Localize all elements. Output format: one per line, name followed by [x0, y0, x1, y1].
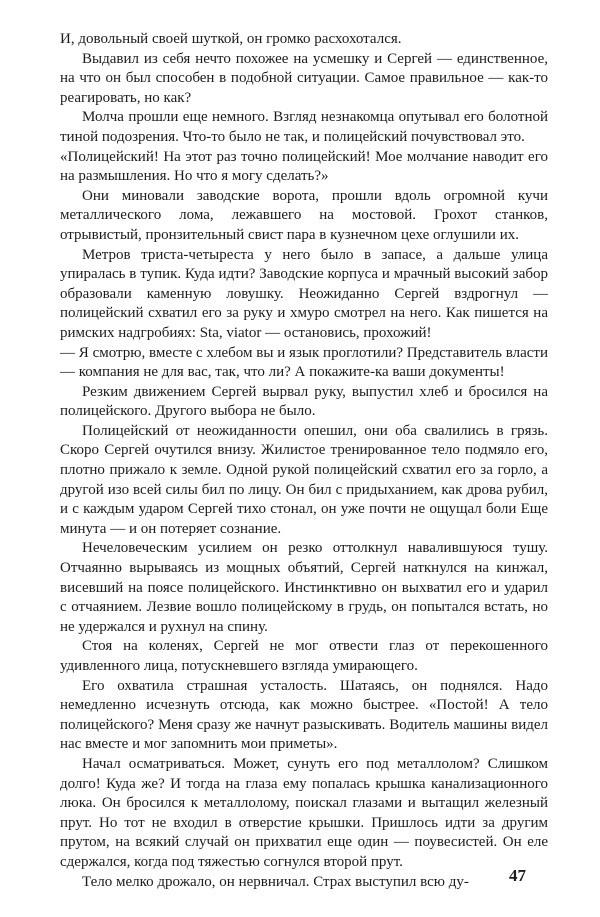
- page-number: 47: [509, 866, 526, 885]
- paragraph-4: «Полицейский! На этот раз точно полицейский! Мое молчание наводит его на размышления. Но что я могу сделать?»: [60, 148, 548, 185]
- paragraph-7: — Я смотрю, вместе с хлебом вы и язык проглотили? Представитель власти — компания не для вас, так, что ли? А покажите-ка ваши документы!: [60, 344, 548, 381]
- paragraph-13: Начал осматриваться. Может, сунуть его под металлолом? Слишком долго! Куда же? И тогда на глаза ему попалась крышка канализационного люка. Он бросился к металлолому, поискал глазами и вытащил железный прут. Но тот не входил в отверстие крышки. Пришлось идти за другим прутом, на всякий случай он прихватил еще один — поувесистей. Он еле сдержался, когда под тяжестью согнулся второй прут.: [60, 755, 548, 870]
- paragraph-5: Они миновали заводские ворота, прошли вдоль огромной кучи металлического лома, лежавшего на мостовой. Грохот станков, отрывистый, пронзительный свист пара в кузнечном цехе оглушили их.: [60, 187, 548, 243]
- paragraph-2: Выдавил из себя нечто похожее на усмешку и Сергей — единственное, на что он был способен в подобной ситуации. Самое правильное — как-то реагировать, но как?: [60, 50, 548, 106]
- paragraph-1: И, довольный своей шуткой, он громко расхохотался.: [60, 31, 402, 47]
- paragraph-11: Стоя на коленях, Сергей не мог отвести глаз от перекошенного удивленного лица, потускневшего взгляда умирающего.: [60, 638, 548, 674]
- paragraph-12: Его охватила страшная усталость. Шатаясь, он поднялся. Надо немедленно исчезнуть отсюда, как можно быстрее. «Постой! А тело полицейского? Меня сразу же начнут разыскивать. Водитель машины видел нас вместе и мог запомнить мои приметы».: [60, 677, 548, 753]
- paragraph-10: Нечеловеческим усилием он резко оттолкнул навалившуюся тушу. Отчаянно вырываясь из мощных объятий, Сергей наткнулся на кинжал, висевший на поясе полицейского. Инстинктивно он выхватил его и ударил с отчаянием. Лезвие вошло полицейскому в грудь, он попытался встать, но не удержался и рухнул на спину.: [60, 540, 548, 635]
- paragraph-9: Полицейский от неожиданности опешил, они оба свалились в грязь. Скоро Сергей очутился внизу. Жилистое тренированное тело подмяло его, плотно прижало к земле. Одной рукой полицейский схватил его за горло, а другой изо всей силы бил по лицу. Он бил с придыханием, как дрова рубил, и с каждым ударом Сергей тихо стонал, он уже почти не ощущал боли Еще минута — и он потеряет сознание.: [60, 422, 548, 537]
- paragraph-14: Тело мелко дрожало, он нервничал. Страх выступил всю ду-: [82, 873, 469, 890]
- paragraph-6: Метров триста-четыреста у него было в запасе, а дальше улица упиралась в тупик. Куда идти? Заводские корпуса и мрачный высокий забор образовали каменную ловушку. Неожиданно Сергей вздрогнул — полицейский схватил его за руку и хмуро смотрел на него. Как пишется на римских надгробиях: Sta, viator — остановись, прохожий!: [60, 246, 548, 341]
- paragraph-3: Молча прошли еще немного. Взгляд незнакомца опутывал его болотной тиной подозрения. Что-то было не так, и полицейский почувствовал это.: [60, 109, 548, 145]
- paragraph-8: Резким движением Сергей вырвал руку, выпустил хлеб и бросился на полицейского. Другого выбора не было.: [60, 383, 548, 420]
- page-body: [60, 30, 548, 892]
